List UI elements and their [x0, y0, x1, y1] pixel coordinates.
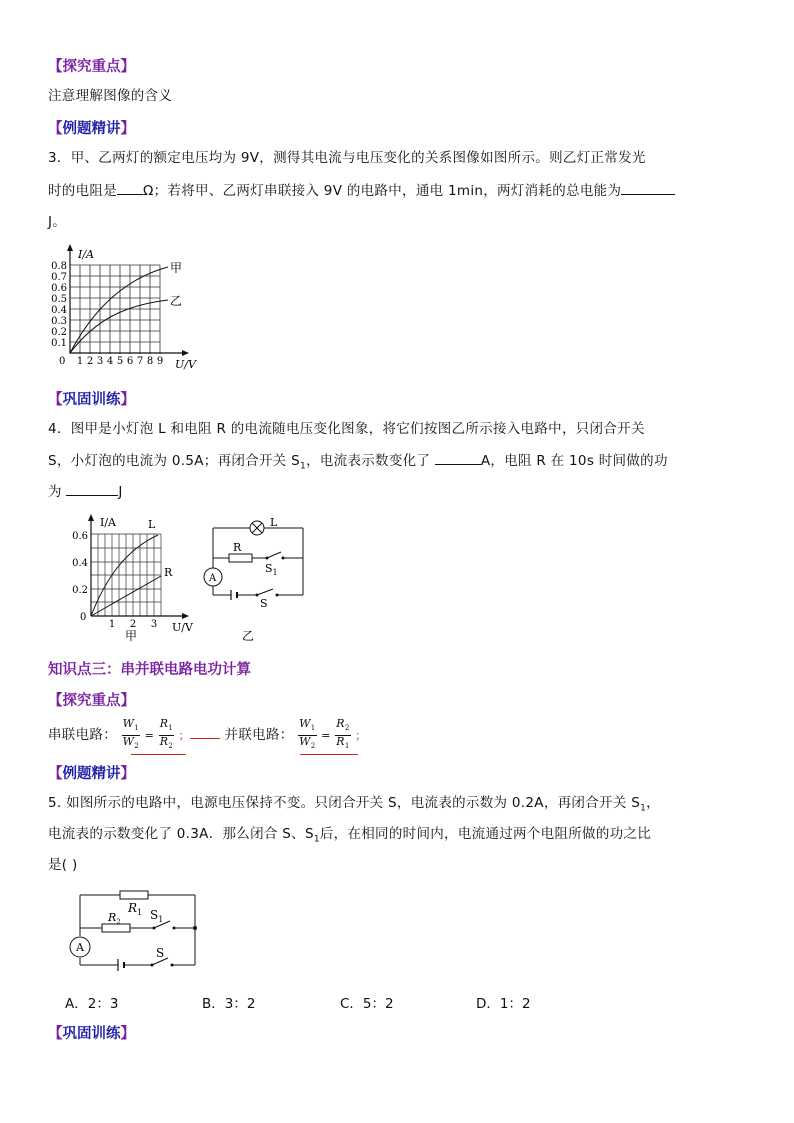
q5-ammeter-label: A: [76, 941, 84, 954]
q3-blank-energy[interactable]: [621, 180, 675, 195]
q4-y-arrow: [88, 514, 94, 521]
q4-switch-label: S: [260, 597, 268, 610]
q3-origin: 0: [59, 356, 66, 367]
q5-line2: 电流表的示数变化了 0.3A．那么闭合 S、$S_1$后，在相同的时间内，电流通过两个电阻所做的功之比: [48, 826, 652, 845]
q4-circuit: [195, 510, 315, 645]
q4-ammeter-label: A: [209, 573, 217, 584]
section-header-explore-2: 【探究重点】: [48, 693, 135, 709]
q4-y-tick: 0.6: [72, 531, 88, 542]
parallel-rhs-fraction: $\frac{R_2}{R_1}$: [336, 717, 350, 750]
q5-s1-label: $S_1$: [150, 908, 164, 924]
q5-switch1-contact: [173, 927, 176, 930]
q4-lamp-label: L: [270, 516, 278, 529]
q3-x-label: U/V: [175, 358, 196, 371]
q5-switch-contact: [171, 964, 174, 967]
q3-y-tick: 0.7: [51, 272, 67, 283]
q4-y-tick: 0.2: [72, 585, 88, 596]
option-a[interactable]: A．2：3: [65, 996, 119, 1012]
q3-y-tick: 0.2: [51, 327, 67, 338]
q3-y-tick: 0.1: [51, 338, 67, 349]
q4-resistor-label: R: [233, 541, 242, 554]
q4-origin: 0: [80, 612, 87, 623]
q3-y-tick: 0.4: [51, 305, 67, 316]
q4-label-L: L: [148, 518, 156, 531]
formula-row: 串联电路： $\frac{W_1}{W_2}$ = $\frac{R_1}{R_2}$ ； 并联电路： $\frac{W_1}{W_2}$ = $\frac{R_2}{R_1}$ ；: [48, 717, 367, 750]
series-label: 串联电路：: [48, 727, 117, 743]
q4-switch1-contact: [282, 557, 285, 560]
q4-curve-L: [91, 535, 158, 616]
q3-y-tick: 0.3: [51, 316, 67, 327]
q3-x-tick: 2: [86, 356, 94, 367]
q3-y-label: I/A: [78, 248, 94, 261]
q4-line2: S，小灯泡的电流为 0.5A；再闭合开关 $S_1$，电流表示数变化了 A，电阻 R 在 10s 时间做的功: [48, 450, 668, 477]
q3-iv-chart: [40, 240, 220, 375]
parallel-formula-underline: [300, 754, 358, 755]
q4-blank-current[interactable]: [435, 450, 481, 465]
q3-y-tick: 0.5: [51, 294, 67, 305]
q3-y-ticks: [51, 261, 67, 349]
q3-x-tick: 3: [96, 356, 104, 367]
section-header-example: 【例题精讲】: [48, 121, 135, 137]
section-header-explore: 【探究重点】: [48, 59, 135, 75]
q4-x-label: U/V: [172, 621, 193, 634]
q5-circuit-wires: [80, 895, 195, 965]
q5-r1-label: $R_1$: [128, 901, 143, 917]
section-header-practice-2: 【巩固训练】: [48, 1026, 135, 1042]
q3-label-yi: 乙: [170, 294, 183, 308]
q4-resistor-icon: [229, 554, 252, 562]
series-rhs-fraction: $\frac{R_1}{R_2}$: [159, 717, 174, 750]
section-header-practice: 【巩固训练】: [48, 392, 135, 408]
q4-switch-icon[interactable]: [257, 589, 273, 595]
series-formula-underline: [131, 754, 186, 755]
q3-x-tick: 6: [126, 356, 134, 367]
q3-y-tick: 0.8: [51, 261, 67, 272]
q5-r2-label: $R_2$: [108, 911, 121, 926]
q3-x-ticks: [77, 356, 163, 367]
q4-chart-grid: [91, 534, 161, 616]
q4-switch1-label: $S_1$: [265, 562, 278, 577]
q3-x-tick: 7: [136, 356, 144, 367]
q4-line1: 4．图甲是小灯泡 L 和电阻 R 的电流随电压变化图象，将它们按图乙所示接入电路中，只闭合开关: [48, 421, 645, 437]
q3-line1: 3．甲、乙两灯的额定电压均为 9V，测得其电流与电压变化的关系图像如图所示。则乙灯正常发光: [48, 150, 646, 166]
q4-label-R: R: [164, 566, 173, 579]
q4-switch-contact: [276, 594, 279, 597]
q5-line1: 5. 如图所示的电路中，电源电压保持不变。只闭合开关 S，电流表的示数为 0.2A，再闭合开关 $S_1$，: [48, 795, 660, 814]
q3-blank-resistance[interactable]: [117, 180, 143, 195]
parallel-lhs-fraction: $\frac{W_1}{W_2}$: [299, 717, 316, 750]
q3-line3: J。: [48, 214, 67, 230]
q4-blank-work[interactable]: [66, 481, 118, 496]
q5-line3: 是( ): [48, 857, 78, 873]
q3-y-tick: 0.6: [51, 283, 67, 294]
q3-x-tick: 4: [106, 356, 114, 367]
q3-curve-jia: [70, 267, 168, 353]
q4-chart-caption: 甲: [125, 629, 138, 643]
q3-curve-yi: [70, 300, 168, 353]
q3-x-tick: 1: [76, 356, 84, 367]
q3-label-jia: 甲: [170, 261, 183, 275]
q4-line3: 为 J: [48, 481, 123, 502]
q5-resistor1-icon: [120, 891, 148, 899]
q4-y-tick: 0.4: [72, 558, 88, 569]
q3-y-arrow: [67, 244, 73, 251]
q4-circuit-wires: [213, 528, 303, 595]
q5-s-label: S: [156, 946, 165, 960]
q4-iv-chart: [60, 510, 210, 645]
q4-y-ticks: [72, 531, 88, 596]
option-b[interactable]: B．3：2: [202, 996, 256, 1012]
q4-circuit-caption: 乙: [242, 629, 255, 643]
q4-x-tick: 3: [150, 619, 158, 630]
q5-circuit: [62, 883, 212, 978]
q3-line2: 时的电阻是 Ω；若将甲、乙两灯串联接入 9V 的电路中，通电 1min，两灯消耗的总电能为: [48, 180, 675, 201]
q4-x-tick: 1: [108, 619, 116, 630]
q3-chart-grid: [70, 265, 160, 354]
q4-switch1-icon[interactable]: [267, 552, 281, 558]
q4-y-label: I/A: [100, 516, 116, 529]
q3-x-arrow: [182, 350, 189, 356]
q3-x-tick: 9: [156, 356, 164, 367]
parallel-label: 并联电路：: [224, 727, 294, 743]
option-d[interactable]: D．1：2: [476, 996, 531, 1012]
section-header-example-2: 【例题精讲】: [48, 766, 135, 782]
note-text: 注意理解图像的含义: [48, 88, 173, 104]
series-lhs-fraction: $\frac{W_1}{W_2}$: [122, 717, 139, 750]
q4-x-arrow: [182, 613, 189, 619]
q5-junction: [193, 926, 197, 930]
q3-x-tick: 8: [146, 356, 154, 367]
series-underline: [190, 716, 220, 739]
option-c[interactable]: C．5：2: [340, 996, 394, 1012]
q4-x-tick: 2: [129, 619, 137, 630]
knowledge-point-title: 知识点三：串并联电路电功计算: [48, 662, 251, 678]
q3-x-tick: 5: [116, 356, 124, 367]
